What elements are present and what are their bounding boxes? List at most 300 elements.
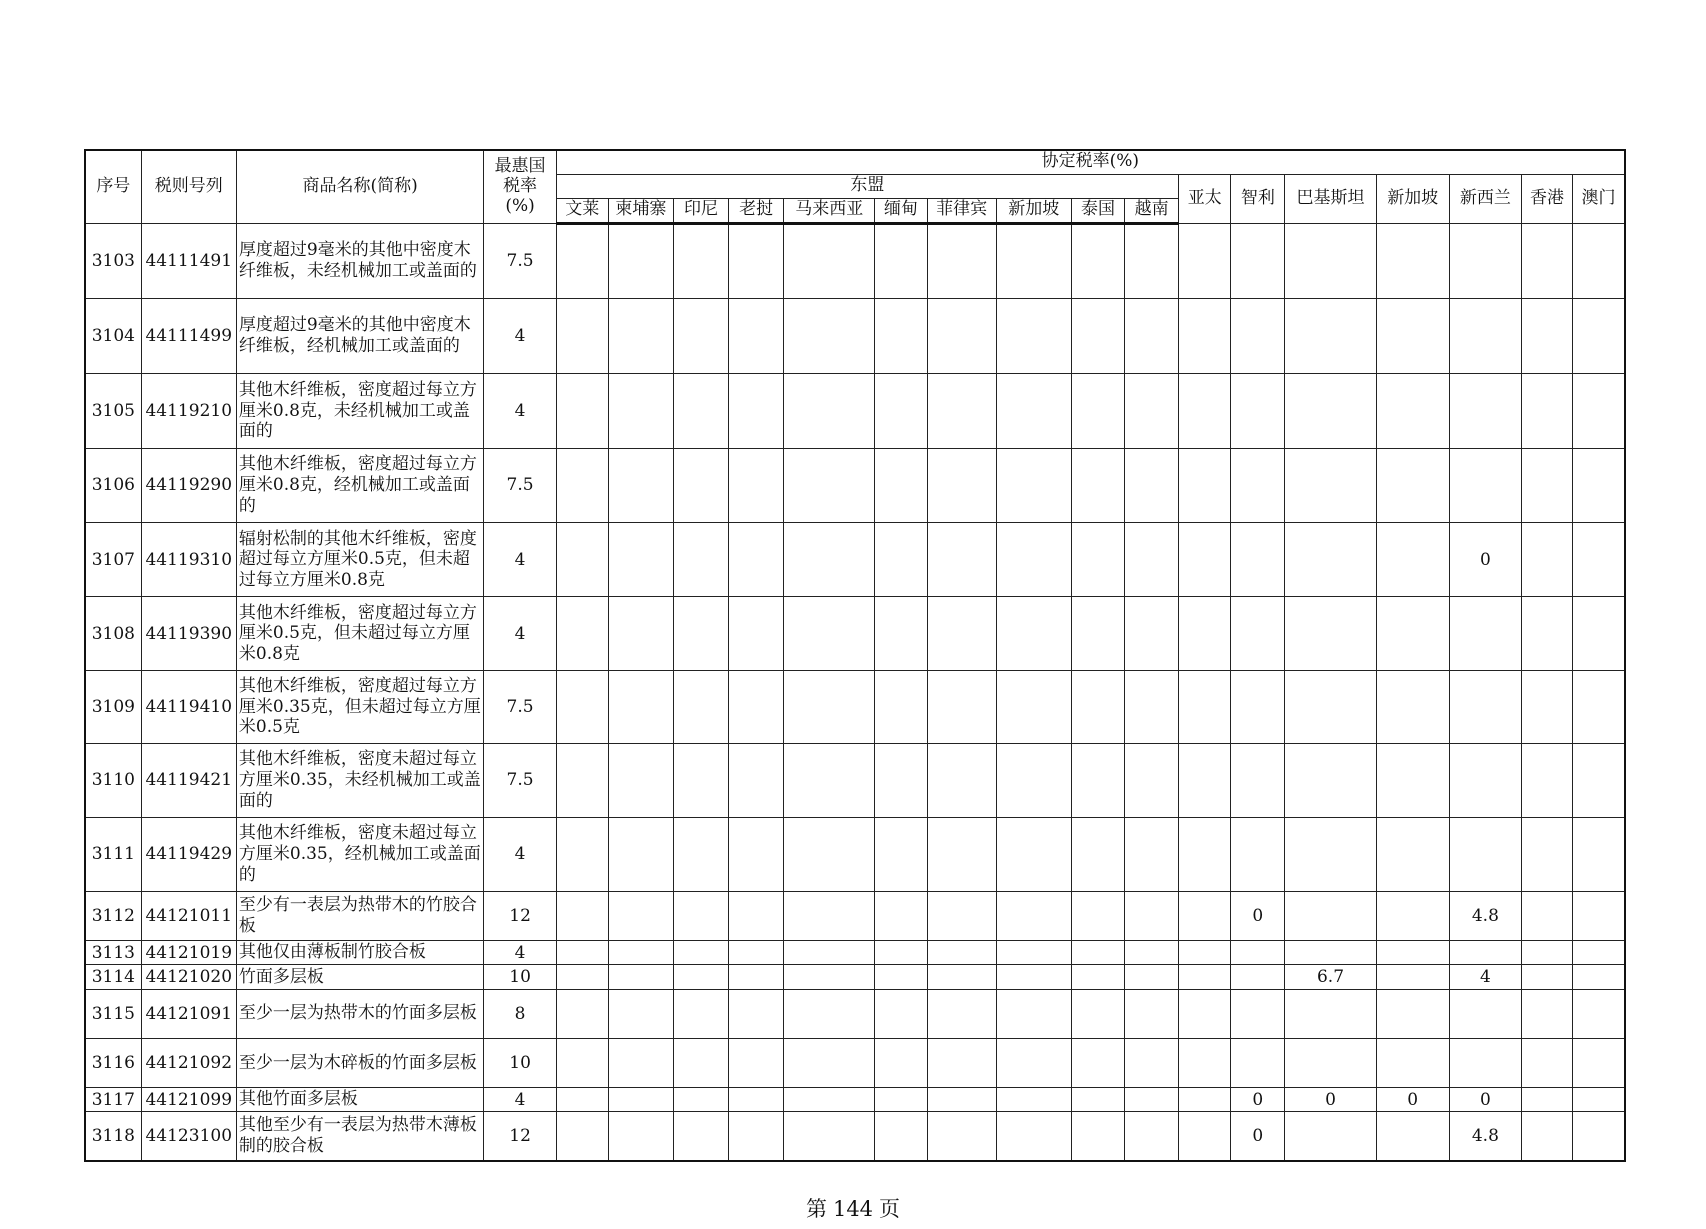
row-mfn-rate: 12 xyxy=(484,1112,556,1161)
row-mfn-rate: 4 xyxy=(484,523,556,597)
table-row xyxy=(85,223,1625,298)
row-name: 至少一层为木碎板的竹面多层板 xyxy=(236,1038,484,1087)
row-agreement-rate xyxy=(1071,597,1124,670)
row-agreement-rate xyxy=(1376,374,1449,448)
row-agreement-rate xyxy=(1573,744,1625,817)
row-agreement-rate xyxy=(556,298,608,373)
row-agreement-rate xyxy=(1521,1038,1572,1087)
row-name: 其他至少有一表层为热带木薄板制的胶合板 xyxy=(236,1112,484,1161)
row-agreement-rate xyxy=(673,670,728,743)
row-agreement-rate xyxy=(1125,298,1179,373)
row-code: 44121099 xyxy=(141,1088,236,1112)
row-agreement-rate xyxy=(673,523,728,597)
row-code: 44119390 xyxy=(141,597,236,670)
row-agreement-rate xyxy=(673,597,728,670)
row-agreement-rate xyxy=(1285,448,1376,522)
row-agreement-rate xyxy=(729,989,784,1038)
row-seq: 3114 xyxy=(85,965,141,989)
row-name: 厚度超过9毫米的其他中密度木纤维板，经机械加工或盖面的 xyxy=(236,298,484,373)
row-agreement-rate xyxy=(996,448,1071,522)
row-agreement-rate xyxy=(1179,448,1231,522)
row-code: 44119421 xyxy=(141,744,236,817)
row-agreement-rate xyxy=(1449,448,1521,522)
row-agreement-rate xyxy=(875,989,927,1038)
row-agreement-rate xyxy=(875,374,927,448)
row-agreement-rate xyxy=(729,298,784,373)
row-agreement-rate xyxy=(784,965,875,989)
row-agreement-rate xyxy=(927,744,996,817)
row-agreement-rate xyxy=(1376,223,1449,298)
row-agreement-rate: 0 xyxy=(1285,1088,1376,1112)
row-agreement-rate xyxy=(729,892,784,941)
row-agreement-rate xyxy=(1376,817,1449,891)
row-agreement-rate xyxy=(1449,298,1521,373)
row-agreement-rate xyxy=(608,523,673,597)
row-agreement-rate xyxy=(875,223,927,298)
row-agreement-rate: 4.8 xyxy=(1449,892,1521,941)
row-agreement-rate xyxy=(996,597,1071,670)
row-name: 厚度超过9毫米的其他中密度木纤维板，未经机械加工或盖面的 xyxy=(236,223,484,298)
row-name: 其他木纤维板，密度超过每立方厘米0.8克，经机械加工或盖面的 xyxy=(236,448,484,522)
row-agreement-rate xyxy=(1071,892,1124,941)
row-agreement-rate xyxy=(784,941,875,965)
table-row xyxy=(85,892,1625,941)
row-agreement-rate xyxy=(1125,965,1179,989)
row-agreement-rate xyxy=(1573,941,1625,965)
row-agreement-rate xyxy=(1285,298,1376,373)
row-agreement-rate xyxy=(1521,374,1572,448)
row-agreement-rate xyxy=(1285,817,1376,891)
row-agreement-rate xyxy=(1285,892,1376,941)
row-seq: 3110 xyxy=(85,744,141,817)
row-seq: 3105 xyxy=(85,374,141,448)
row-mfn-rate: 4 xyxy=(484,941,556,965)
row-agreement-rate xyxy=(1376,298,1449,373)
row-agreement-rate xyxy=(1071,965,1124,989)
table-row xyxy=(85,1088,1625,1112)
row-agreement-rate xyxy=(996,744,1071,817)
row-agreement-rate xyxy=(1521,670,1572,743)
row-agreement-rate xyxy=(729,448,784,522)
row-agreement-rate xyxy=(784,989,875,1038)
row-agreement-rate xyxy=(1179,989,1231,1038)
row-agreement-rate xyxy=(1573,523,1625,597)
row-agreement-rate xyxy=(1125,744,1179,817)
row-agreement-rate xyxy=(1449,223,1521,298)
row-agreement-rate xyxy=(1231,597,1285,670)
row-agreement-rate xyxy=(1231,523,1285,597)
row-agreement-rate xyxy=(556,374,608,448)
row-agreement-rate xyxy=(729,965,784,989)
row-agreement-rate xyxy=(608,223,673,298)
row-agreement-rate xyxy=(729,670,784,743)
header-asean-vietnam: 越南 xyxy=(1125,198,1179,223)
row-agreement-rate: 0 xyxy=(1231,1088,1285,1112)
row-agreement-rate xyxy=(608,298,673,373)
row-agreement-rate xyxy=(1179,1088,1231,1112)
row-agreement-rate xyxy=(1573,892,1625,941)
row-agreement-rate xyxy=(875,817,927,891)
row-seq: 3117 xyxy=(85,1088,141,1112)
row-agreement-rate xyxy=(1231,448,1285,522)
row-agreement-rate xyxy=(1179,298,1231,373)
row-agreement-rate xyxy=(1573,298,1625,373)
row-agreement-rate xyxy=(1231,1038,1285,1087)
row-agreement-rate xyxy=(608,374,673,448)
row-agreement-rate xyxy=(556,1038,608,1087)
row-agreement-rate xyxy=(1125,817,1179,891)
row-agreement-rate xyxy=(1376,744,1449,817)
row-agreement-rate xyxy=(556,523,608,597)
row-agreement-rate xyxy=(1125,448,1179,522)
row-agreement-rate xyxy=(556,817,608,891)
row-agreement-rate xyxy=(927,892,996,941)
row-agreement-rate xyxy=(729,941,784,965)
row-agreement-rate xyxy=(1231,670,1285,743)
row-agreement-rate xyxy=(1231,941,1285,965)
row-agreement-rate xyxy=(1179,670,1231,743)
row-agreement-rate xyxy=(673,817,728,891)
row-agreement-rate xyxy=(784,1038,875,1087)
row-mfn-rate: 4 xyxy=(484,1088,556,1112)
row-agreement-rate xyxy=(673,965,728,989)
row-agreement-rate xyxy=(996,965,1071,989)
row-code: 44123100 xyxy=(141,1112,236,1161)
row-agreement-rate xyxy=(1449,670,1521,743)
row-agreement-rate xyxy=(1231,744,1285,817)
row-name: 竹面多层板 xyxy=(236,965,484,989)
row-agreement-rate xyxy=(673,374,728,448)
row-agreement-rate xyxy=(996,298,1071,373)
row-agreement-rate: 0 xyxy=(1376,1088,1449,1112)
header-chile: 智利 xyxy=(1231,174,1285,223)
row-agreement-rate xyxy=(1376,892,1449,941)
row-agreement-rate xyxy=(1179,374,1231,448)
row-code: 44119210 xyxy=(141,374,236,448)
header-asean-laos: 老挝 xyxy=(729,198,784,223)
row-agreement-rate xyxy=(927,989,996,1038)
row-code: 44111499 xyxy=(141,298,236,373)
row-agreement-rate xyxy=(1449,989,1521,1038)
row-mfn-rate: 4 xyxy=(484,298,556,373)
row-name: 辐射松制的其他木纤维板，密度超过每立方厘米0.5克，但未超过每立方厘米0.8克 xyxy=(236,523,484,597)
row-agreement-rate xyxy=(1125,597,1179,670)
row-agreement-rate xyxy=(1285,744,1376,817)
row-agreement-rate xyxy=(608,1038,673,1087)
row-agreement-rate xyxy=(996,1038,1071,1087)
row-agreement-rate xyxy=(608,989,673,1038)
row-agreement-rate xyxy=(729,1038,784,1087)
page-suffix: 页 xyxy=(879,1197,901,1221)
header-asean-myanmar: 缅甸 xyxy=(875,198,927,223)
row-agreement-rate xyxy=(875,1088,927,1112)
table-row xyxy=(85,1038,1625,1087)
row-agreement-rate xyxy=(1125,670,1179,743)
row-agreement-rate xyxy=(556,989,608,1038)
row-agreement-rate xyxy=(875,1112,927,1161)
row-agreement-rate xyxy=(1071,941,1124,965)
row-seq: 3115 xyxy=(85,989,141,1038)
row-agreement-rate xyxy=(1449,374,1521,448)
row-name: 其他木纤维板，密度超过每立方厘米0.5克，但未超过每立方厘米0.8克 xyxy=(236,597,484,670)
row-agreement-rate xyxy=(1125,989,1179,1038)
row-agreement-rate xyxy=(1521,1088,1572,1112)
row-agreement-rate xyxy=(1521,448,1572,522)
row-agreement-rate xyxy=(1521,597,1572,670)
row-code: 44119410 xyxy=(141,670,236,743)
row-seq: 3108 xyxy=(85,597,141,670)
row-agreement-rate xyxy=(729,523,784,597)
row-agreement-rate xyxy=(1179,744,1231,817)
row-agreement-rate: 0 xyxy=(1231,1112,1285,1161)
row-agreement-rate xyxy=(556,892,608,941)
row-agreement-rate xyxy=(1285,374,1376,448)
row-agreement-rate xyxy=(1179,223,1231,298)
row-agreement-rate xyxy=(927,298,996,373)
table-row xyxy=(85,523,1625,597)
row-agreement-rate xyxy=(1071,298,1124,373)
row-name: 其他木纤维板，密度超过每立方厘米0.35克，但未超过每立方厘米0.5克 xyxy=(236,670,484,743)
row-agreement-rate xyxy=(608,1088,673,1112)
row-agreement-rate xyxy=(1125,523,1179,597)
row-agreement-rate xyxy=(1573,1038,1625,1087)
row-seq: 3104 xyxy=(85,298,141,373)
row-agreement-rate xyxy=(784,597,875,670)
row-agreement-rate xyxy=(1125,941,1179,965)
row-agreement-rate xyxy=(673,298,728,373)
row-agreement-rate xyxy=(673,744,728,817)
row-agreement-rate xyxy=(784,448,875,522)
row-agreement-rate xyxy=(673,892,728,941)
row-agreement-rate xyxy=(875,298,927,373)
row-agreement-rate xyxy=(1285,941,1376,965)
row-agreement-rate xyxy=(1521,1112,1572,1161)
row-agreement-rate xyxy=(1231,374,1285,448)
row-mfn-rate: 12 xyxy=(484,892,556,941)
row-agreement-rate xyxy=(1231,817,1285,891)
row-agreement-rate xyxy=(1285,1038,1376,1087)
row-agreement-rate xyxy=(556,965,608,989)
row-agreement-rate xyxy=(1376,941,1449,965)
row-agreement-rate xyxy=(556,597,608,670)
row-name: 其他木纤维板，密度未超过每立方厘米0.35，经机械加工或盖面的 xyxy=(236,817,484,891)
header-mfn-rate xyxy=(484,150,556,223)
row-agreement-rate xyxy=(1376,1038,1449,1087)
row-agreement-rate xyxy=(784,892,875,941)
row-name: 其他木纤维板，密度超过每立方厘米0.8克，未经机械加工或盖面的 xyxy=(236,374,484,448)
row-seq: 3112 xyxy=(85,892,141,941)
row-seq: 3107 xyxy=(85,523,141,597)
row-mfn-rate: 4 xyxy=(484,597,556,670)
header-seq: 序号 xyxy=(85,150,141,223)
row-mfn-rate: 8 xyxy=(484,989,556,1038)
row-agreement-rate xyxy=(1179,892,1231,941)
row-agreement-rate xyxy=(1376,965,1449,989)
header-asean-brunei: 文莱 xyxy=(556,198,608,223)
row-mfn-rate: 10 xyxy=(484,965,556,989)
row-agreement-rate xyxy=(673,989,728,1038)
row-agreement-rate xyxy=(1376,597,1449,670)
row-seq: 3106 xyxy=(85,448,141,522)
row-agreement-rate xyxy=(673,223,728,298)
row-agreement-rate xyxy=(1231,298,1285,373)
row-agreement-rate xyxy=(556,941,608,965)
row-agreement-rate xyxy=(1376,448,1449,522)
row-agreement-rate xyxy=(1125,1112,1179,1161)
row-agreement-rate xyxy=(608,597,673,670)
row-agreement-rate xyxy=(996,523,1071,597)
row-agreement-rate xyxy=(784,223,875,298)
row-mfn-rate: 7.5 xyxy=(484,670,556,743)
header-code: 税则号列 xyxy=(141,150,236,223)
row-agreement-rate: 0 xyxy=(1449,1088,1521,1112)
row-agreement-rate xyxy=(608,670,673,743)
page-prefix: 第 xyxy=(805,1197,827,1221)
row-code: 44119310 xyxy=(141,523,236,597)
row-agreement-rate xyxy=(1179,597,1231,670)
row-agreement-rate xyxy=(1376,1112,1449,1161)
row-name: 其他仅由薄板制竹胶合板 xyxy=(236,941,484,965)
row-agreement-rate xyxy=(1521,965,1572,989)
row-agreement-rate xyxy=(1573,1112,1625,1161)
row-agreement-rate xyxy=(556,223,608,298)
header-asean-singapore: 新加坡 xyxy=(996,198,1071,223)
row-agreement-rate xyxy=(784,670,875,743)
row-agreement-rate xyxy=(556,1112,608,1161)
row-agreement-rate xyxy=(784,523,875,597)
row-agreement-rate: 4 xyxy=(1449,965,1521,989)
header-name: 商品名称(简称) xyxy=(236,150,484,223)
row-agreement-rate xyxy=(996,1112,1071,1161)
table-row xyxy=(85,744,1625,817)
row-agreement-rate: 4.8 xyxy=(1449,1112,1521,1161)
row-agreement-rate xyxy=(1179,965,1231,989)
row-agreement-rate xyxy=(1521,892,1572,941)
row-agreement-rate xyxy=(608,817,673,891)
row-agreement-rate xyxy=(729,1112,784,1161)
row-agreement-rate xyxy=(1285,223,1376,298)
row-name: 其他木纤维板，密度未超过每立方厘米0.35，未经机械加工或盖面的 xyxy=(236,744,484,817)
row-agreement-rate xyxy=(875,670,927,743)
header-new-zealand: 新西兰 xyxy=(1449,174,1521,223)
row-agreement-rate xyxy=(1071,1112,1124,1161)
row-agreement-rate xyxy=(1285,1112,1376,1161)
row-agreement-rate xyxy=(875,1038,927,1087)
row-agreement-rate xyxy=(1573,670,1625,743)
header-singapore: 新加坡 xyxy=(1376,174,1449,223)
header-mfn-line-3: (%) xyxy=(505,195,535,216)
row-agreement-rate xyxy=(1179,1038,1231,1087)
row-code: 44119290 xyxy=(141,448,236,522)
row-agreement-rate xyxy=(875,941,927,965)
row-mfn-rate: 7.5 xyxy=(484,448,556,522)
row-agreement-rate xyxy=(556,670,608,743)
row-agreement-rate xyxy=(1573,223,1625,298)
row-agreement-rate xyxy=(673,1088,728,1112)
row-agreement-rate xyxy=(673,941,728,965)
row-agreement-rate: 0 xyxy=(1449,523,1521,597)
row-agreement-rate xyxy=(556,744,608,817)
header-hong-kong: 香港 xyxy=(1521,174,1572,223)
row-mfn-rate: 10 xyxy=(484,1038,556,1087)
table-row xyxy=(85,448,1625,522)
row-agreement-rate xyxy=(784,1112,875,1161)
row-agreement-rate xyxy=(1573,374,1625,448)
row-agreement-rate xyxy=(556,448,608,522)
row-agreement-rate xyxy=(673,1038,728,1087)
row-agreement-rate xyxy=(1231,965,1285,989)
row-agreement-rate xyxy=(875,892,927,941)
row-agreement-rate xyxy=(1449,941,1521,965)
table-row xyxy=(85,374,1625,448)
row-agreement-rate xyxy=(1179,523,1231,597)
row-code: 44121092 xyxy=(141,1038,236,1087)
row-agreement-rate xyxy=(1231,989,1285,1038)
row-seq: 3118 xyxy=(85,1112,141,1161)
header-mfn-line-2: 税率 xyxy=(503,175,538,196)
row-agreement-rate xyxy=(1376,989,1449,1038)
header-apta: 亚太 xyxy=(1179,174,1231,223)
row-seq: 3116 xyxy=(85,1038,141,1087)
row-agreement-rate xyxy=(608,892,673,941)
row-mfn-rate: 4 xyxy=(484,374,556,448)
row-agreement-rate xyxy=(996,670,1071,743)
row-agreement-rate xyxy=(1573,989,1625,1038)
table-row xyxy=(85,1112,1625,1161)
row-agreement-rate xyxy=(729,374,784,448)
row-agreement-rate xyxy=(996,989,1071,1038)
header-agreement-rate: 协定税率(%) xyxy=(556,150,1625,174)
row-agreement-rate xyxy=(1179,1112,1231,1161)
row-code: 44119429 xyxy=(141,817,236,891)
row-code: 44121020 xyxy=(141,965,236,989)
page-footer xyxy=(0,1193,1706,1223)
row-name: 其他竹面多层板 xyxy=(236,1088,484,1112)
row-agreement-rate xyxy=(608,744,673,817)
row-agreement-rate xyxy=(927,1112,996,1161)
row-agreement-rate xyxy=(729,817,784,891)
header-asean: 东盟 xyxy=(556,174,1178,198)
tariff-table xyxy=(84,149,1626,1162)
row-agreement-rate xyxy=(1179,941,1231,965)
row-agreement-rate xyxy=(1285,670,1376,743)
row-name: 至少有一表层为热带木的竹胶合板 xyxy=(236,892,484,941)
row-agreement-rate xyxy=(1521,223,1572,298)
row-agreement-rate xyxy=(927,374,996,448)
row-agreement-rate xyxy=(1449,1038,1521,1087)
row-agreement-rate xyxy=(927,817,996,891)
row-agreement-rate xyxy=(1071,523,1124,597)
row-agreement-rate xyxy=(875,597,927,670)
row-agreement-rate xyxy=(729,223,784,298)
row-agreement-rate: 0 xyxy=(1231,892,1285,941)
row-agreement-rate xyxy=(1573,597,1625,670)
row-agreement-rate xyxy=(927,965,996,989)
row-agreement-rate xyxy=(927,670,996,743)
row-agreement-rate xyxy=(1376,523,1449,597)
row-agreement-rate xyxy=(608,941,673,965)
row-agreement-rate xyxy=(875,523,927,597)
row-agreement-rate xyxy=(1071,1038,1124,1087)
row-agreement-rate xyxy=(784,744,875,817)
header-asean-philippines: 菲律宾 xyxy=(927,198,996,223)
row-agreement-rate xyxy=(1449,597,1521,670)
row-agreement-rate xyxy=(1449,744,1521,817)
row-agreement-rate xyxy=(1285,989,1376,1038)
row-agreement-rate xyxy=(996,374,1071,448)
row-agreement-rate xyxy=(927,223,996,298)
header-asean-indonesia: 印尼 xyxy=(673,198,728,223)
